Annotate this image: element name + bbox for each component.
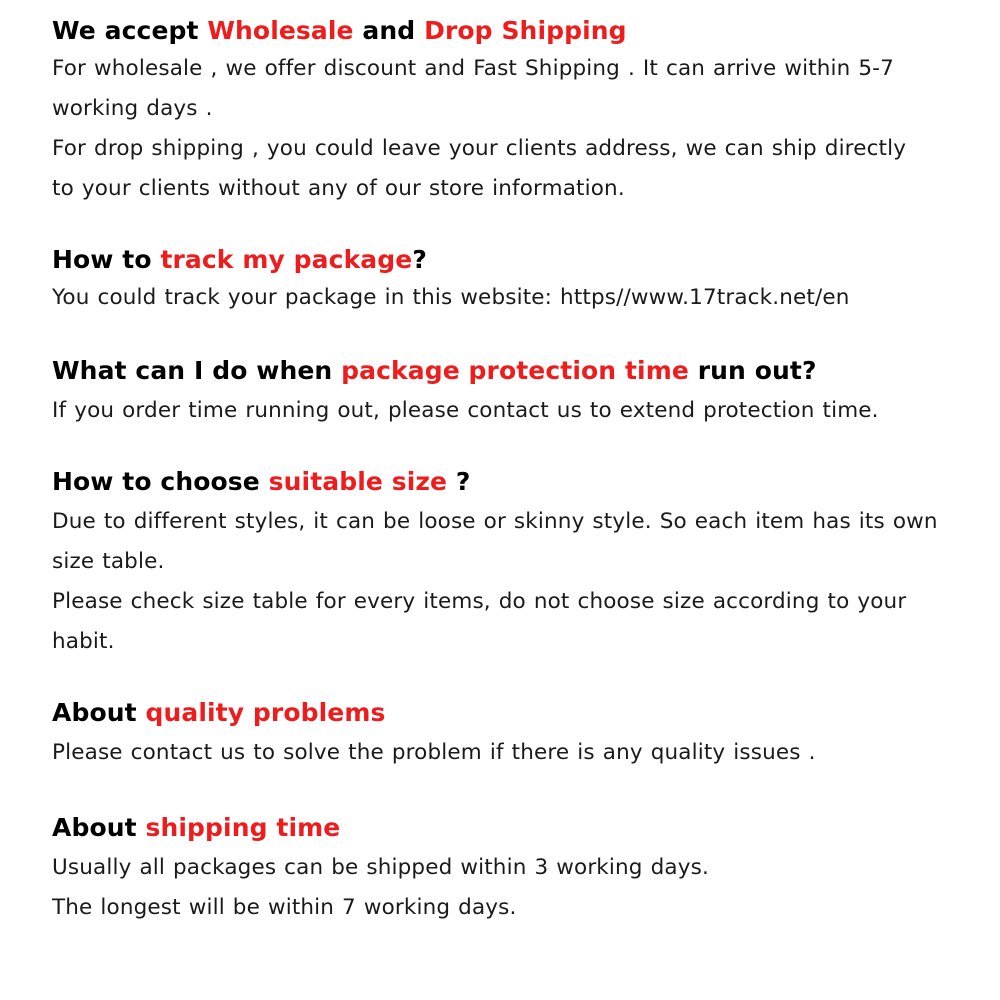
heading-segment: About (52, 697, 146, 727)
section-heading (52, 14, 958, 47)
section-heading (52, 465, 958, 498)
section-track-package (52, 243, 958, 318)
heading-segment: run out? (688, 355, 817, 385)
heading-segment-accent: Wholesale (207, 16, 354, 45)
heading-segment: About (52, 812, 146, 842)
heading-segment-accent: track my package (160, 244, 413, 274)
body-line: working days . (52, 95, 213, 121)
body-line: size table. (52, 548, 165, 574)
body-line: Please check size table for every items, do not choose size according to your (52, 588, 907, 614)
section-heading (52, 243, 958, 276)
body-line: You could track your package in this website: https//www.17track.net/en (52, 284, 850, 310)
section-wholesale-dropshipping (52, 14, 958, 209)
section-heading (52, 696, 958, 729)
heading-segment: What can I do when (52, 355, 342, 385)
body-line: to your clients without any of our store information. (52, 175, 625, 201)
section-package-protection (52, 354, 958, 431)
body-line: For wholesale , we offer discount and Fast Shipping . It can arrive within 5-7 (52, 56, 894, 81)
heading-segment-accent: quality problems (145, 697, 386, 727)
body-line: For drop shipping , you could leave your clients address, we can ship directly (52, 135, 907, 161)
body-line: Usually all packages can be shipped within 3 working days. (52, 854, 709, 880)
section-heading (52, 811, 958, 844)
heading-segment: How to choose (52, 466, 269, 496)
section-suitable-size (52, 465, 958, 662)
body-line: habit. (52, 628, 115, 654)
body-line: Due to different styles, it can be loose or skinny style. So each item has its own (52, 508, 938, 534)
heading-segment-accent: package protection time (341, 355, 689, 385)
heading-segment-accent: Drop Shipping (424, 16, 627, 45)
heading-segment-accent: shipping time (145, 812, 341, 842)
heading-segment: ? (412, 244, 427, 274)
body-line: The longest will be within 7 working days. (52, 894, 517, 920)
section-quality-problems (52, 696, 958, 773)
heading-segment: ? (447, 466, 471, 496)
section-heading (52, 354, 958, 387)
heading-segment: and (353, 16, 425, 45)
section-shipping-time (52, 811, 958, 928)
heading-segment-accent: suitable size (268, 466, 448, 496)
body-line: If you order time running out, please contact us to extend protection time. (52, 397, 879, 423)
heading-segment: How to (52, 244, 161, 274)
body-line: Please contact us to solve the problem if there is any quality issues . (52, 739, 816, 765)
heading-segment: We accept (52, 16, 208, 45)
